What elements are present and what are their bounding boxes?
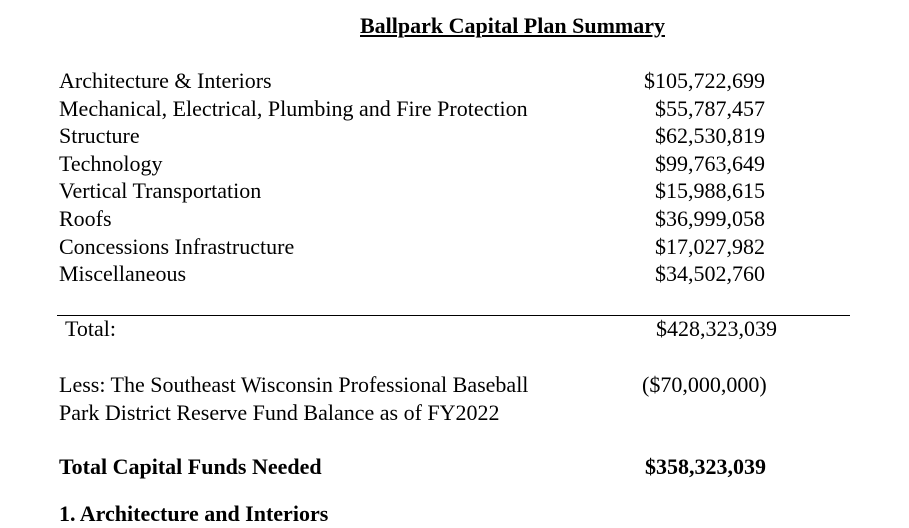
line-item	[59, 67, 779, 95]
line-item-amount: $34,502,760	[655, 261, 765, 286]
document-title: Ballpark Capital Plan Summary	[360, 13, 665, 38]
line-item-amount: $55,787,457	[655, 96, 765, 121]
line-item	[59, 233, 779, 261]
reserve-fund-amount: ($70,000,000)	[642, 372, 767, 397]
line-item-label: Roofs	[59, 206, 112, 231]
line-item-label: Architecture & Interiors	[59, 68, 272, 93]
grand-total-amount: $358,323,039	[645, 454, 766, 479]
line-item	[59, 150, 779, 178]
line-item-amount: $105,722,699	[644, 68, 765, 93]
grand-total-label: Total Capital Funds Needed	[59, 454, 322, 479]
line-item	[59, 260, 779, 288]
total-amount: $428,323,039	[656, 316, 777, 341]
line-item-amount: $99,763,649	[655, 151, 765, 176]
line-item	[59, 177, 779, 205]
line-item-amount: $15,988,615	[655, 178, 765, 203]
line-item	[59, 205, 779, 233]
line-item-label: Vertical Transportation	[59, 178, 262, 203]
reserve-fund-line-1: Less: The Southeast Wisconsin Professional Baseball	[59, 372, 529, 397]
line-item-label: Concessions Infrastructure	[59, 234, 295, 259]
total-label: Total:	[65, 316, 117, 341]
line-item-amount: $62,530,819	[655, 123, 765, 148]
reserve-fund-description	[59, 371, 619, 427]
line-item	[59, 95, 779, 123]
next-section-heading: 1. Architecture and Interiors	[59, 501, 329, 526]
line-item-amount: $36,999,058	[655, 206, 765, 231]
line-item-label: Structure	[59, 123, 140, 148]
line-item-amount: $17,027,982	[655, 234, 765, 259]
reserve-fund-line-2: Park District Reserve Fund Balance as of FY2022	[59, 400, 500, 425]
line-item-label: Technology	[59, 151, 163, 176]
line-item-label: Mechanical, Electrical, Plumbing and Fire Protection	[59, 96, 528, 121]
total-row	[65, 315, 780, 343]
line-item	[59, 122, 779, 150]
line-item-label: Miscellaneous	[59, 261, 187, 286]
